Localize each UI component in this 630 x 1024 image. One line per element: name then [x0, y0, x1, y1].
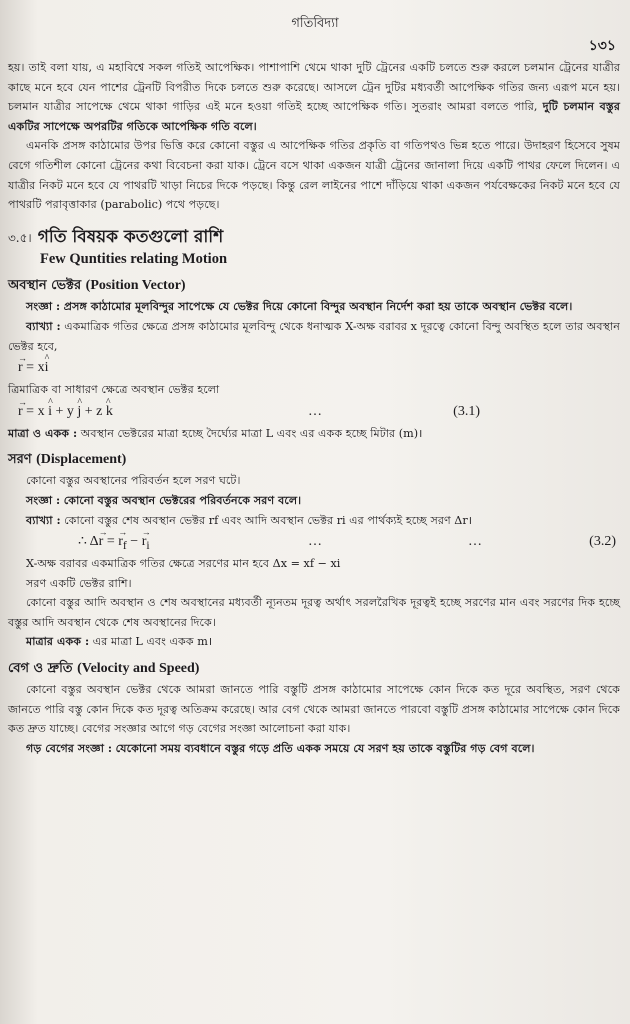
velocity-heading: বেগ ও দ্রুতি (Velocity and Speed) — [8, 661, 200, 677]
paragraph-train-example: এমনকি প্রসঙ্গ কাঠামোর উপর ভিত্তি করে কোনো বস্তুর এ আপেক্ষিক গতির প্রকৃতি বা গতিপথও ভিন্ন হতে পারে। উদাহরণ হিসেবে সুষম বেগে গতিশীল কোনো ট্রেনের কথা বিবেচনা করা যাক। ট্রেনে বসে থাকা একজন যাত্রী ট্রেনের জানালা দিয়ে একটি পাথর ফেলে দিলেন। এ যাত্রীর নিকট মনে হবে যে পাথরটি খাড়া নিচের দিকে পড়ছে। কিন্তু রেল লাইনের পাশে দাঁড়িয়ে থাকা একজন পর্যবেক্ষকের নিকট মনে হবে যে পাথরটি পরাবৃত্তাকার (parabolic) পথে পড়ছে। — [8, 139, 620, 212]
paragraph-relative-motion: হয়। তাই বলা যায়, এ মহাবিশ্বে সকল গতিই আপেক্ষিক। পাশাপাশি থেমে থাকা দুটি ট্রেনের একটি চলতে শুরু করলে চলমান ট্রেনের যাত্রীর কাছে মনে হবে যেন পাশের ট্রেনটি বিপরীত দিকে চলতে শুরু করেছে। আসলে ট্রেন দুটির মধ্যবর্তী আপেক্ষিক গতির জন্য এরূপ মনে হয়। চলমান যাত্রীর সাপেক্ষে থেমে থাকা গাড়ির এই মনে হওয়া গতিই হচ্ছে আপেক্ষিক গতি। সুতরাং আমরা বলতে পারি, দুটি চলমান বস্তুর একটির সাপেক্ষে অপরটির গতিকে আপেক্ষিক গতি বলে। — [8, 61, 621, 133]
section-title: গতি বিষয়ক কতগুলো রাশি — [37, 226, 224, 247]
equation-3-1: → r = x ^ i + y ^ j + z ^ k … (3.1) — [8, 400, 620, 424]
displacement-unit: মাত্রার একক : এর মাত্রা L এবং একক m। — [26, 634, 213, 649]
equation-3-2: ∴ Δ→ r = → $r_f$ − → $r_i$ … … (3.2) — [8, 530, 620, 554]
displacement-heading: সরণ (Displacement) — [8, 452, 127, 468]
section-subtitle: Few Quntities relating Motion — [40, 250, 228, 267]
displacement-explanation: ব্যাখ্যা : কোনো বস্তুর শেষ অবস্থান ভেক্টর rf এবং আদি অবস্থান ভেক্টর ri এর পার্থক্যই হচ্ছে সরণ Δr। — [26, 512, 472, 527]
position-vector-definition: সংজ্ঞা : প্রসঙ্গ কাঠামোর মূলবিন্দুর সাপেক্ষে যে ভেক্টর দিয়ে কোনো বিন্দুর অবস্থান নির্দেশ করা হয় তাকে অবস্থান ভেক্টর বলে। — [26, 299, 573, 314]
position-vector-unit: মাত্রা ও একক : অবস্থান ভেক্টরের মাত্রা হচ্ছে দৈর্ঘ্যের মাত্রা L এবং এর একক হচ্ছে মিটার (m)। — [8, 425, 423, 440]
relative-motion-definition: দুটি চলমান বস্তুর একটির সাপেক্ষে অপরটির গতিকে আপেক্ষিক গতি বলে। — [8, 99, 621, 133]
running-title: গতিবিদ্যা — [291, 16, 339, 31]
average-velocity-definition: গড় বেগের সংজ্ঞা : যেকোনো সময় ব্যবধানে বস্তুর গড়ে প্রতি একক সময়ে যে সরণ হয় তাকে বস্তুটির গড় বেগ বলে। — [26, 740, 535, 755]
three-dimensional-text: ত্রিমাত্রিক বা সাধারণ ক্ষেত্রে অবস্থান ভেক্টর হলো — [8, 383, 220, 397]
section-heading — [8, 225, 620, 250]
position-vector-heading: অবস্থান ভেক্টর (Position Vector) — [8, 278, 186, 294]
page-number: ১৩১ — [588, 38, 616, 54]
displacement-x-axis: X-অক্ষ বরাবর একমাত্রিক গতির ক্ষেত্রে সরণের মান হবে Δx = xf − xi — [26, 557, 341, 571]
equation-label-3-1: (3.1) — [453, 403, 480, 419]
equation-label-3-2: (3.2) — [589, 534, 616, 550]
displacement-vector-note: সরণ একটি ভেক্টর রাশি। — [26, 576, 132, 590]
displacement-definition: সংজ্ঞা : কোনো বস্তুর অবস্থান ভেক্টরের পরিবর্তনকে সরণ বলে। — [26, 492, 302, 507]
displacement-line1: কোনো বস্তুর অবস্থানের পরিবর্তন হলে সরণ ঘটে। — [26, 474, 241, 488]
section-number: ৩.৫। — [8, 230, 32, 245]
page-body — [8, 58, 620, 758]
position-vector-explanation: ব্যাখ্যা : একমাত্রিক গতির ক্ষেত্রে প্রসঙ্গ কাঠামোর মূলবিন্দু থেকে ধনাত্মক X-অক্ষ বরাবর x দূরত্বে কোনো বিন্দু অবস্থিত হলে তার অবস্থান ভেক্টর হবে, — [8, 318, 620, 353]
equation-position-1d: → r = x^ i — [8, 356, 620, 380]
displacement-paragraph: কোনো বস্তুর আদি অবস্থান ও শেষ অবস্থানের মধ্যবর্তী ন্যূনতম দূরত্ব অর্থাৎ সরলরৈখিক দূরত্বই হচ্ছে সরণের মান এবং সরণের দিক হচ্ছে বস্তুর আদি অবস্থান থেকে শেষ অবস্থানের দিকে। — [8, 596, 620, 629]
velocity-paragraph: কোনো বস্তুর অবস্থান ভেক্টর থেকে আমরা জানতে পারি বস্তুটি প্রসঙ্গ কাঠামোর সাপেক্ষে কোন দিকে কত দূরে অবস্থিত, সরণ থেকে জানতে পারি বস্তু কোন দিকে কত দূরত্ব অতিক্রম করেছে। আর বেগ থেকে আমরা জানতে পারবো বস্তুটি প্রসঙ্গ কাঠামোর সাপেক্ষে কোন দিকে কত দ্রুত যাচ্ছে। বেগের সংজ্ঞার আগে গড় বেগের সংজ্ঞা আলোচনা করা যাক। — [8, 683, 620, 736]
